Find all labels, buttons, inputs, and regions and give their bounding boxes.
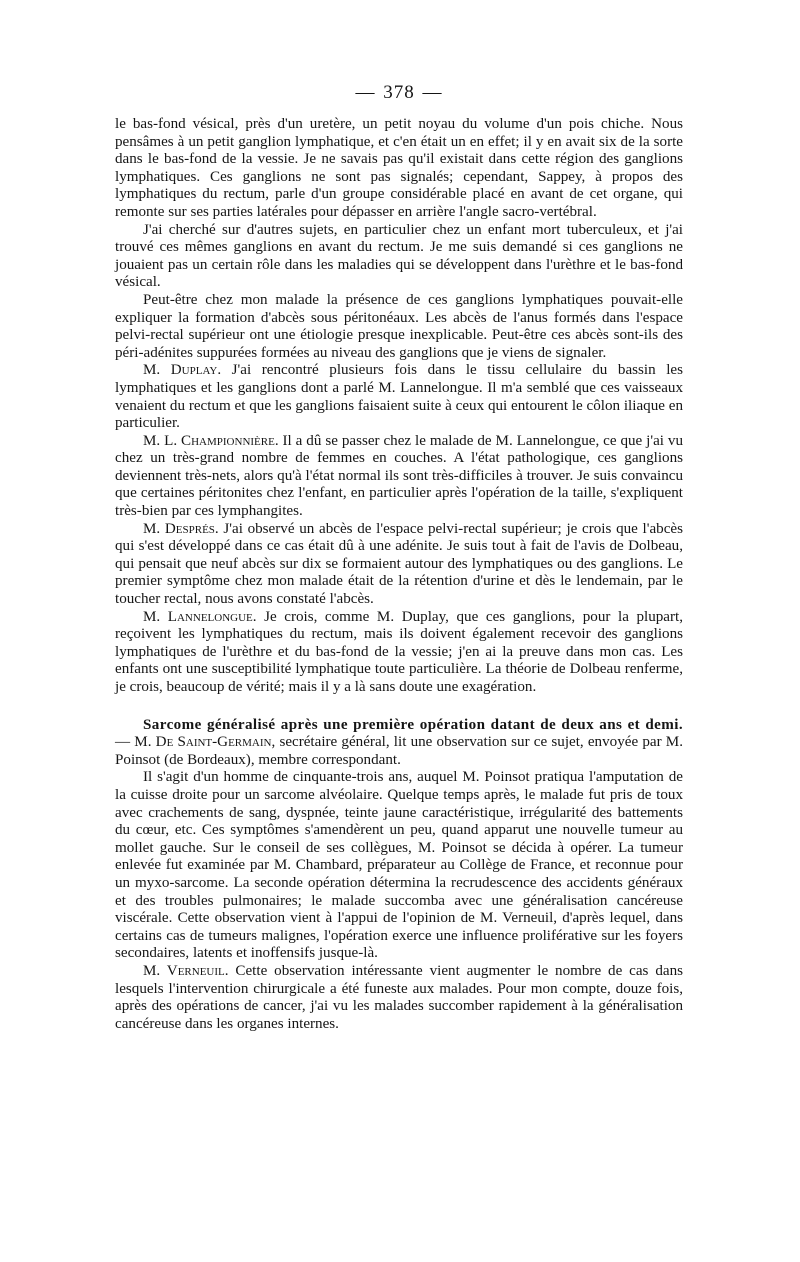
speaker-name: M. De Saint-Germain,: [134, 734, 276, 751]
section-dash: —: [115, 734, 135, 751]
page-number: — 378 —: [355, 82, 443, 103]
book-page: [115, 82, 683, 1033]
paragraph-text: Il a dû se passer chez le malade de M. Lannelongue, ce que j'ai vu chez un très-grand nombre de femmes en couches. A l'état pathologique, ces ganglions deviennent très-nets, alors qu'à l'état normal ils sont très-difficiles à trouver. Je suis convaincu que certaines péritonites chez l'enfant, en particulier après l'opération de la taille, s'expliquent très-bien par ces lymphangites.: [115, 432, 684, 520]
paragraph: [115, 292, 683, 362]
speaker-paragraph: [115, 609, 683, 697]
paragraph-text: le bas-fond vésical, près d'un uretère, un petit noyau du volume d'un pois chiche. Nous pensâmes à un petit ganglion lymphatique, et c'en était un en effet; il y en avait six de la sorte dans le bas-fond de la vessie. Je ne savais pas qu'il existait dans cette région des ganglions lymphatiques. Ces ganglions ne sont pas signalés; cependant, Sappey, à propos des lymphatiques du rectum, parle d'un groupe considérable placé en avant de cet organe, qui remonte sur ses parties latérales pour dépasser en arrière l'angle sacro-vertébral.: [115, 116, 683, 220]
speaker-name: M. Després.: [143, 520, 219, 537]
speaker-name: M. Verneuil.: [143, 962, 229, 979]
paragraph: [115, 769, 683, 963]
speaker-paragraph: [115, 433, 683, 521]
paragraph-text: J'ai cherché sur d'autres sujets, en particulier chez un enfant mort tuberculeux, et j'ai trouvé ces mêmes ganglions en avant du rectum. Je me suis demandé si ces ganglions ne jouaient pas un certain rôle dans les maladies qui se développent dans l'urèthre et le bas-fond vésical.: [115, 221, 683, 291]
paragraph-text: Peut-être chez mon malade la présence de ces ganglions lymphatiques pouvait-elle expliquer la formation d'abcès sous péritonéaux. Les abcès de l'anus formés dans l'espace pelvi-rectal supérieur ont une étiologie presque inexplicable. Peut-être ces abcès sont-ils des péri-adénites suppurées formées au niveau des ganglions que je viens de signaler.: [115, 291, 683, 361]
speaker-paragraph: [115, 362, 683, 432]
paragraph-text: Je crois, comme M. Duplay, que ces ganglions, pour la plupart, reçoivent les lymphatiques du rectum, mais ils doivent également recevoir des ganglions lymphatiques de l'urèthre et du bas-fond de la vessie; j'en ai la preuve dans mon cas. Les enfants ont une susceptibilité lymphatique toute particulière. La théorie de Dolbeau renferme, je crois, beaucoup de vérité; mais il y a là sans doute une exagération.: [115, 608, 683, 695]
speaker-paragraph: [115, 963, 683, 1033]
paragraph-text: Cette observation intéressante vient augmenter le nombre de cas dans lesquels l'intervention chirurgicale a été funeste aux malades. Pour mon compte, douze fois, après des opérations de cancer, j'ai vu les malades succomber rapidement à la généralisation cancéreuse dans les organes internes.: [115, 962, 683, 1032]
speaker-name: M. Duplay.: [143, 362, 222, 379]
speaker-paragraph: [115, 521, 683, 609]
paragraph: [115, 222, 683, 292]
paragraph-text: secrétaire général, lit une observation sur ce sujet, envoyée par M. Poinsot (de Bordeaux), membre correspondant.: [115, 734, 683, 768]
paragraph: [115, 116, 683, 222]
paragraph-text: Il s'agit d'un homme de cinquante-trois ans, auquel M. Poinsot pratiqua l'amputation de la cuisse droite pour un sarcome alvéolaire. Quelque temps après, le malade fut pris de toux avec crachements de sang, dyspnée, teinte jaune caractéristique, irrégularité des battements du cœur, etc. Ces symptômes s'amendèrent un peu, quand apparut une nouvelle tumeur au mollet gauche. Sur le conseil de ses collègues, M. Poinsot se décida à opérer. La tumeur enlevée fut examinée par M. Chambard, préparateur au Collège de France, et reconnue pour un myxo-sarcome. La seconde opération détermina la recrudescence des accidents généraux et des troubles pulmonaires; le malade succomba avec une généralisation cancéreuse viscérale. Cette observation vient à l'appui de l'opinion de M. Verneuil, d'après lequel, dans certains cas de tumeurs malignes, l'opération exerce une influence proliférative sur les foyers secondaires, latents et inoffensifs jusque-là.: [115, 769, 683, 962]
section-divider: [115, 697, 683, 717]
page-number-value: 378: [383, 82, 415, 103]
paragraph-text: J'ai rencontré plusieurs fois dans le tissu cellulaire du bassin les lymphatiques et les ganglions dont a parlé M. Lannelongue. Il m'a semblé que ces vaisseaux venaient du rectum et que les ganglions faisaient suite à ceux qui entourent le côlon iliaque en particulier.: [115, 362, 683, 432]
section-heading-paragraph: [115, 717, 683, 770]
paragraph-text: J'ai observé un abcès de l'espace pelvi-rectal supérieur; je crois que l'abcès qui s'est développé dans ce cas était dû à une adénite. Je suis tout à fait de l'avis de Dolbeau, qui pensait que neuf abcès sur dix se formaient autour des lymphatiques ou des ganglions. Le premier symptôme chez mon malade était de la rétention d'urine et dès le lendemain, par le toucher rectal, nous avons constaté l'abcès.: [115, 520, 683, 608]
speaker-name: M. Lannelongue.: [143, 608, 257, 625]
speaker-name: M. L. Championnière.: [143, 432, 279, 449]
section-title: Sarcome généralisé après une première opération datant de deux ans et demi.: [143, 716, 683, 733]
